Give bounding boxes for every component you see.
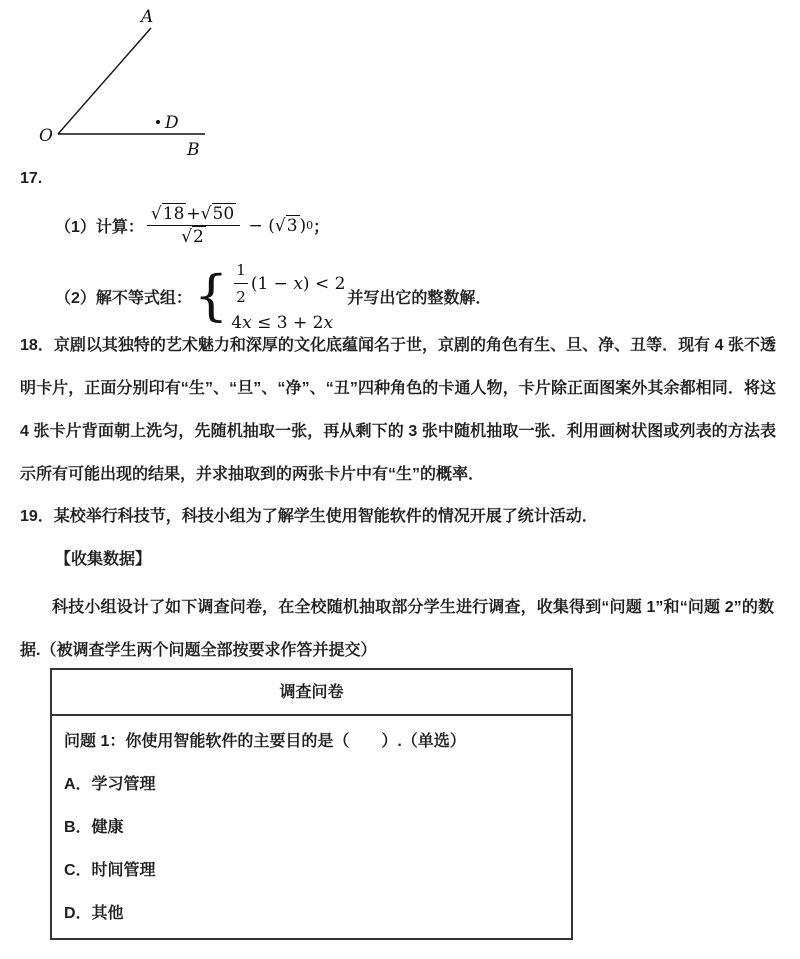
label-a: A	[141, 7, 154, 27]
inequality-1: $\frac{1}{2}$ (1 − x ) < 2	[231, 257, 345, 310]
question-17	[20, 170, 772, 336]
survey-body	[52, 716, 571, 935]
point-d-dot	[156, 120, 160, 124]
part1-lead: 计算：	[95, 219, 144, 236]
survey-intro: 科技小组设计了如下调查问卷，在全校随机抽取部分学生进行调查，收集得到“问题 1”和“问题 2”的数据.（被调查学生两个问题全部按要求作答并提交）	[20, 599, 774, 659]
sqrt-sign: √	[274, 215, 286, 236]
question-19: 19．某校举行科技节，科技小组为了解学生使用智能软件的情况开展了统计活动．	[20, 508, 598, 525]
part1-formula: $\frac{√18 +√50}{√2}$ − ( √3 ) 0	[144, 204, 313, 247]
question-17-part1	[55, 204, 772, 247]
part2-label: （2）	[55, 290, 96, 307]
survey-question-1: 问题 1：你使用智能软件的主要目的是（ ）.（单选）	[64, 733, 466, 750]
angle-figure	[28, 4, 258, 162]
ray-oa	[58, 28, 151, 134]
part2-tail: 并写出它的整数解．	[347, 290, 492, 307]
sqrt-sign: √	[150, 204, 162, 224]
survey-option-d: D．其他	[64, 905, 124, 922]
sqrt-sign: √	[200, 204, 212, 224]
part1-end-punct: ；	[313, 219, 330, 236]
survey-box	[50, 668, 573, 940]
survey-option-c: C．时间管理	[64, 862, 156, 879]
survey-option-a: A．学习管理	[64, 776, 156, 793]
part2-lead: 解不等式组：	[95, 290, 192, 307]
left-brace: {	[193, 264, 229, 328]
inequality-2: 4 x ≤ 3 + 2 x	[231, 313, 334, 333]
collect-data-heading: 【收集数据】	[55, 551, 152, 568]
label-d: D	[165, 113, 179, 133]
sqrt-sign: √	[181, 227, 193, 247]
part1-label: （1）	[55, 219, 96, 236]
question-17-number: 17.	[20, 170, 43, 187]
survey-title: 调查问卷	[52, 670, 571, 716]
survey-option-b: B．健康	[64, 819, 124, 836]
question-18: 18．京剧以其独特的艺术魅力和深厚的文化底蕴闻名于世，京剧的角色有生、旦、净、丑等．现有 4 张不透明卡片，正面分别印有“生”、“旦”、“净”、“丑”四种角色的卡通人物，卡片除正面图案外其余都相同．将这 4 张卡片背面朝上洗匀，先随机抽取一张，再从剩下的 3 张中随机抽取一张．利用画树状图或列表的方法表示所有可能出现的结果，并求抽取到的两张卡片中有“生”的概率．	[20, 337, 776, 483]
fraction: $\frac{√18 +√50}{√2}$	[147, 204, 240, 247]
label-o: O	[39, 126, 53, 146]
label-b: B	[187, 140, 200, 160]
